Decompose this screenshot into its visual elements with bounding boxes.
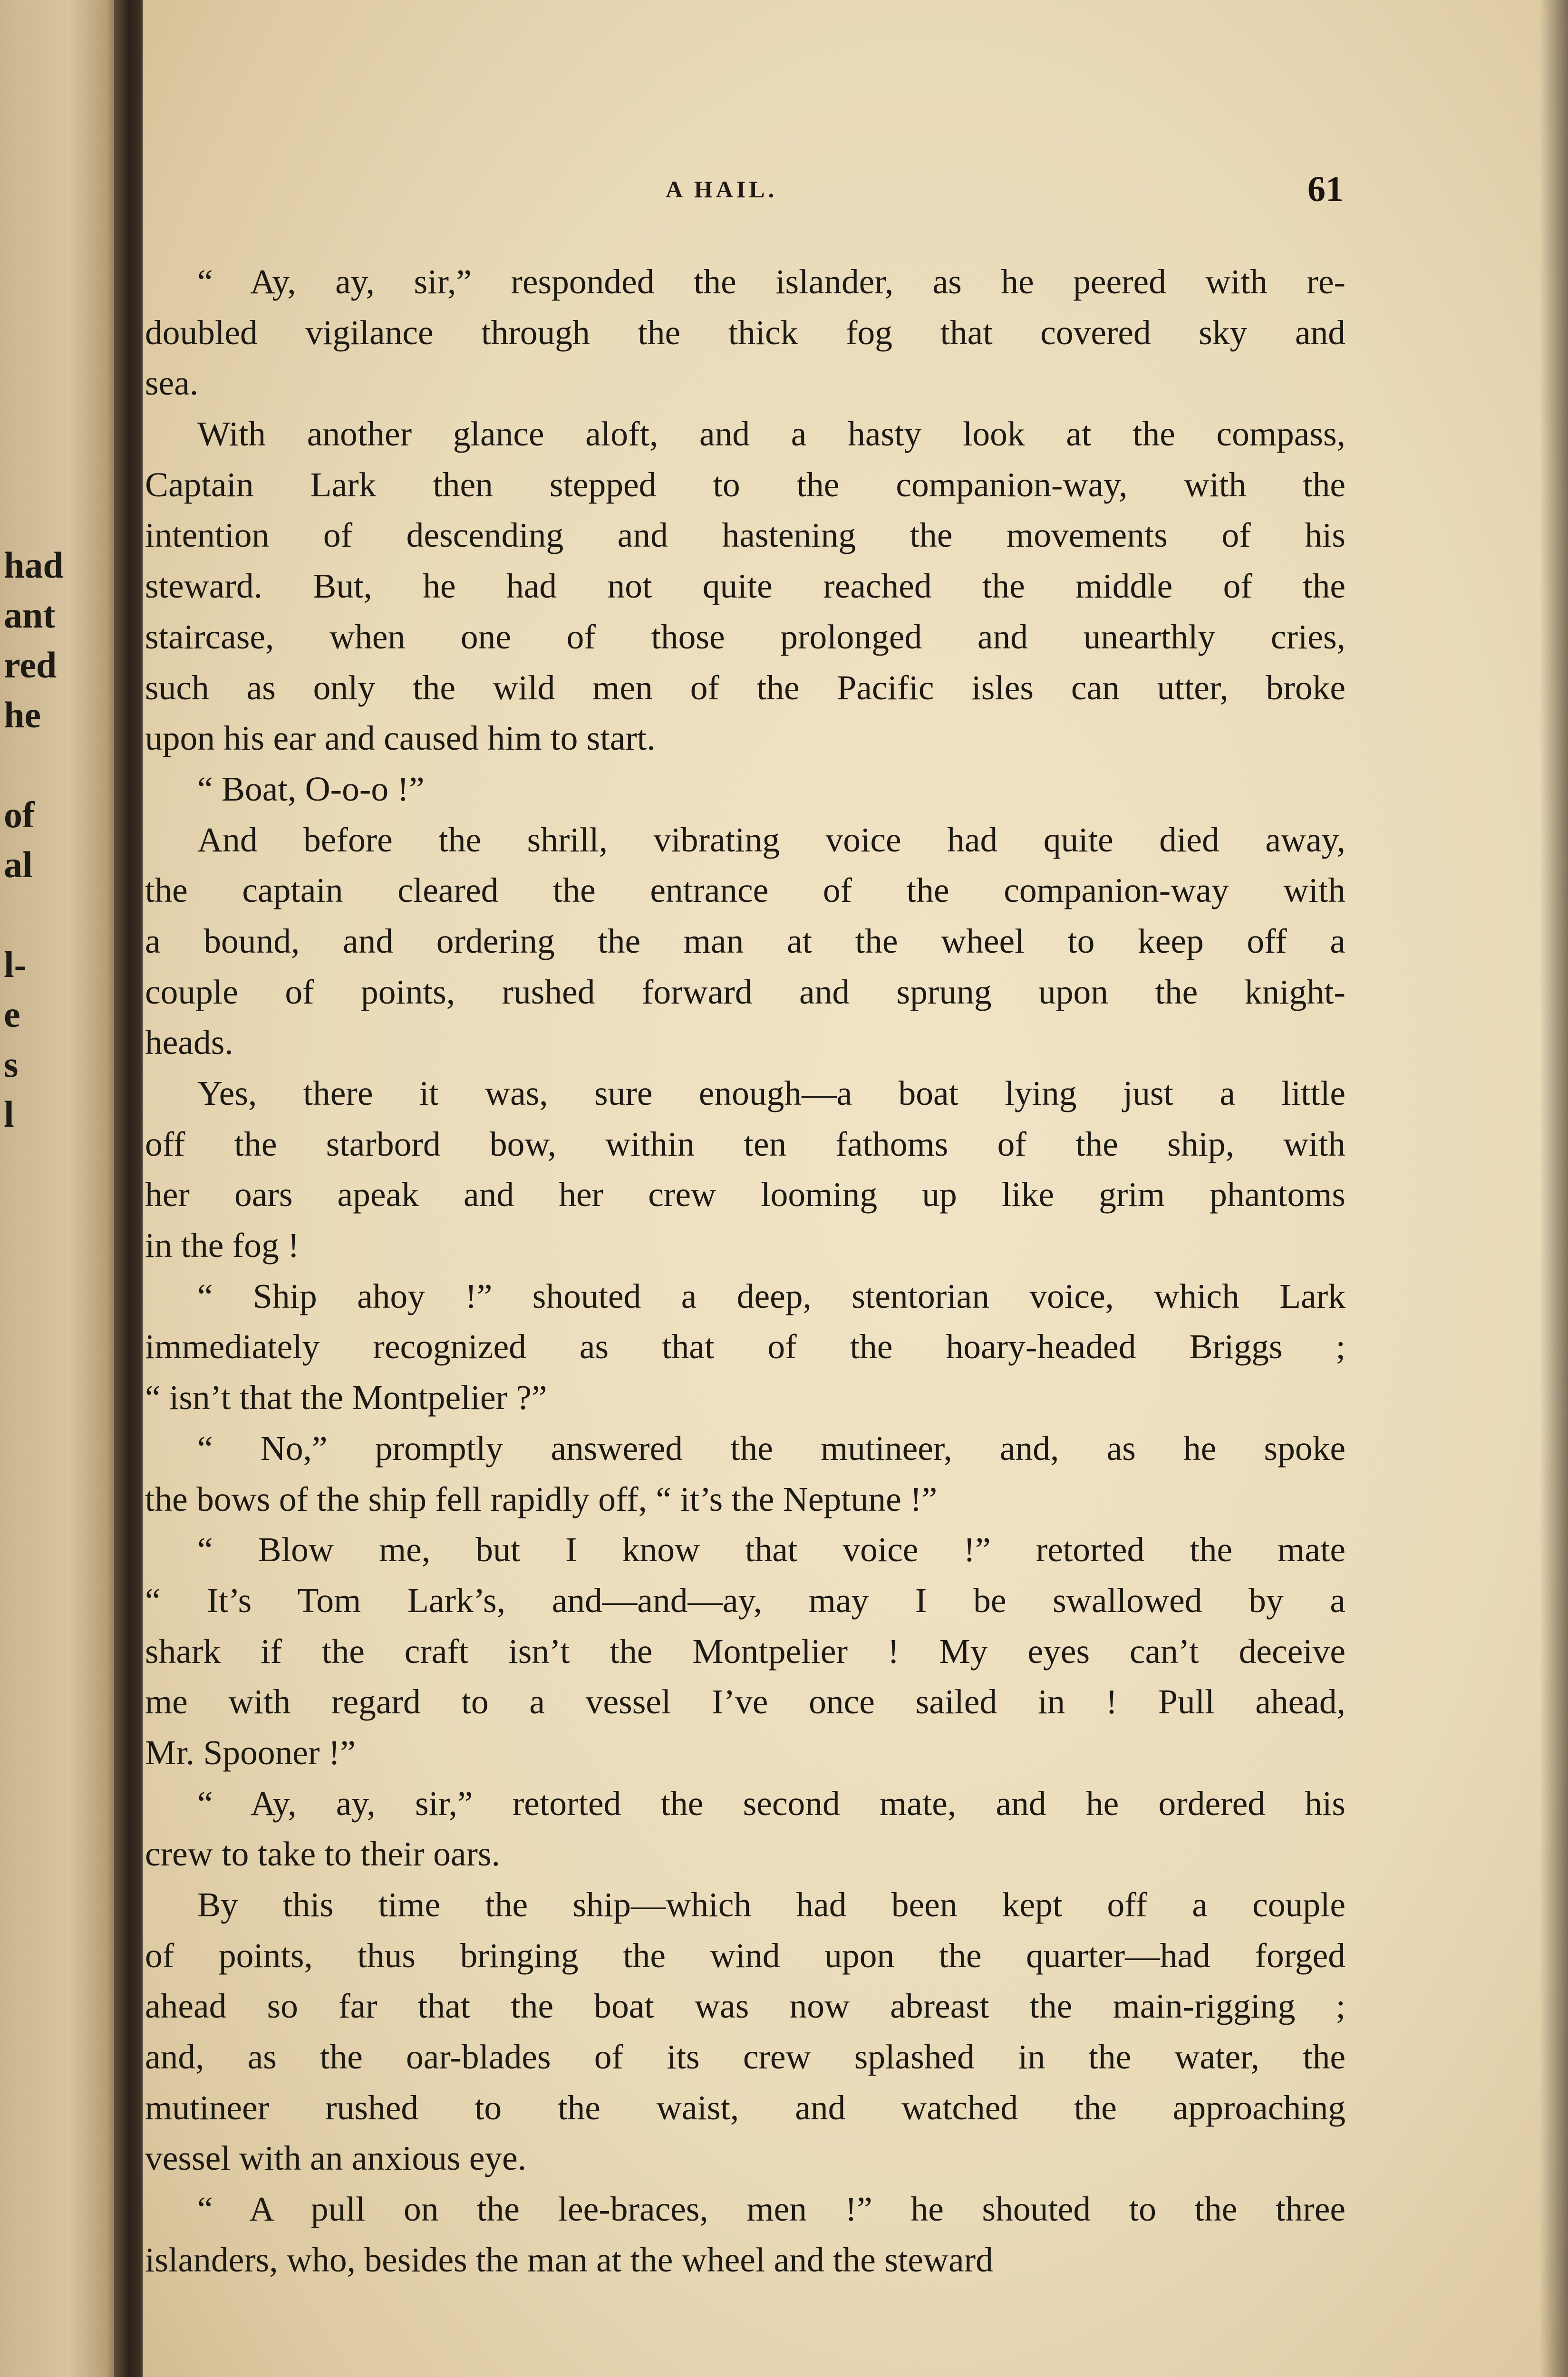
text-line: the bows of the ship fell rapidly off, “ it’s the Neptune !”: [145, 1479, 938, 1518]
text-line: With another glance aloft, and a hasty look at the compass,: [197, 415, 1345, 454]
text-line: steward. But, he had not quite reached the middle of the: [145, 567, 1345, 606]
text-line: islanders, who, besides the man at the wheel and the steward: [145, 2240, 993, 2279]
text-line: staircase, when one of those prolonged and unearthly cries,: [145, 617, 1345, 656]
text-line: “ Boat, O-o-o !”: [197, 769, 425, 808]
page-header: [143, 169, 1568, 212]
paragraph: [145, 1880, 1345, 2184]
text-line: “ It’s Tom Lark’s, and—and—ay, may I be swallowed by a: [145, 1581, 1345, 1620]
text-line: couple of points, rushed forward and sprung upon the knight-: [145, 972, 1345, 1011]
page-number: 61: [1307, 169, 1344, 209]
text-line: immediately recognized as that of the hoary-headed Briggs ;: [145, 1327, 1345, 1366]
paragraph: [145, 815, 1345, 1068]
text-line: a bound, and ordering the man at the wheel to keep off a: [145, 921, 1345, 960]
text-line: ahead so far that the boat was now abreast the main-rigging ;: [145, 1987, 1345, 2026]
text-line: sea.: [145, 364, 199, 403]
text-line: of points, thus bringing the wind upon the quarter—had forged: [145, 1936, 1345, 1975]
text-line: the captain cleared the entrance of the companion-way with: [145, 871, 1345, 910]
running-head: A HAIL.: [666, 176, 778, 203]
text-line: off the starbord bow, within ten fathoms of the ship, with: [145, 1124, 1345, 1163]
left-facing-page: [0, 0, 125, 2377]
text-line: crew to take to their oars.: [145, 1835, 500, 1874]
text-line: mutineer rushed to the waist, and watched the approaching: [145, 2088, 1345, 2127]
paragraph: [145, 1271, 1345, 1423]
text-line: By this time the ship—which had been kept off a couple: [197, 1885, 1345, 1924]
left-page-fragment: had: [4, 544, 64, 586]
text-line: upon his ear and caused him to start.: [145, 719, 656, 758]
text-line: “ isn’t that the Montpelier ?”: [145, 1378, 547, 1417]
text-line: doubled vigilance through the thick fog that covered sky and: [145, 313, 1345, 352]
left-page-fragment: e: [4, 994, 20, 1035]
text-line: shark if the craft isn’t the Montpelier ! My eyes can’t deceive: [145, 1632, 1345, 1671]
text-line: her oars apeak and her crew looming up like grim phantoms: [145, 1175, 1345, 1214]
text-line: Captain Lark then stepped to the companion-way, with the: [145, 465, 1345, 504]
left-page-fragment: s: [4, 1044, 19, 1085]
left-page-fragment: of: [4, 794, 35, 835]
text-line: “ A pull on the lee-braces, men !” he shouted to the three: [197, 2190, 1345, 2229]
text-line: Mr. Spooner !”: [145, 1733, 356, 1772]
text-line: And before the shrill, vibrating voice had quite died away,: [197, 820, 1345, 859]
text-line: in the fog !: [145, 1226, 300, 1265]
paragraph: [145, 2184, 1345, 2285]
text-line: “ Ay, ay, sir,” retorted the second mate, and he ordered his: [197, 1784, 1345, 1823]
left-page-fragment: he: [4, 694, 41, 735]
text-line: and, as the oar-blades of its crew splashed in the water, the: [145, 2038, 1345, 2077]
left-page-fragment: al: [4, 844, 33, 885]
text-line: intention of descending and hastening the movements of his: [145, 516, 1345, 555]
paragraph: [145, 1525, 1345, 1778]
page-edge-shadow: [1539, 0, 1568, 2377]
text-line: heads.: [145, 1023, 233, 1062]
paragraph: [145, 409, 1345, 764]
body-text: [145, 257, 1345, 2286]
text-line: “ Ay, ay, sir,” responded the islander, as he peered with re-: [197, 262, 1345, 301]
left-page-text-fragments: [0, 544, 125, 1212]
paragraph: [145, 1068, 1345, 1271]
text-line: “ No,” promptly answered the mutineer, and, as he spoke: [197, 1429, 1345, 1468]
text-line: “ Blow me, but I know that voice !” retorted the mate: [197, 1530, 1345, 1569]
left-page-fragment: ant: [4, 594, 56, 636]
text-line: vessel with an anxious eye.: [145, 2139, 527, 2178]
text-line: “ Ship ahoy !” shouted a deep, stentorian voice, which Lark: [197, 1276, 1345, 1315]
left-page-fragment: l: [4, 1093, 14, 1135]
paragraph: [145, 257, 1345, 409]
text-line: me with regard to a vessel I’ve once sailed in ! Pull ahead,: [145, 1682, 1345, 1721]
text-line: Yes, there it was, sure enough—a boat lying just a little: [197, 1074, 1345, 1112]
paragraph: [145, 1778, 1345, 1880]
left-page-fragment: l-: [4, 944, 27, 985]
right-page: [143, 0, 1568, 2377]
left-page-fragment: red: [4, 644, 57, 686]
paragraph: [145, 764, 1345, 815]
text-line: such as only the wild men of the Pacific isles can utter, broke: [145, 668, 1345, 707]
paragraph: [145, 1423, 1345, 1525]
